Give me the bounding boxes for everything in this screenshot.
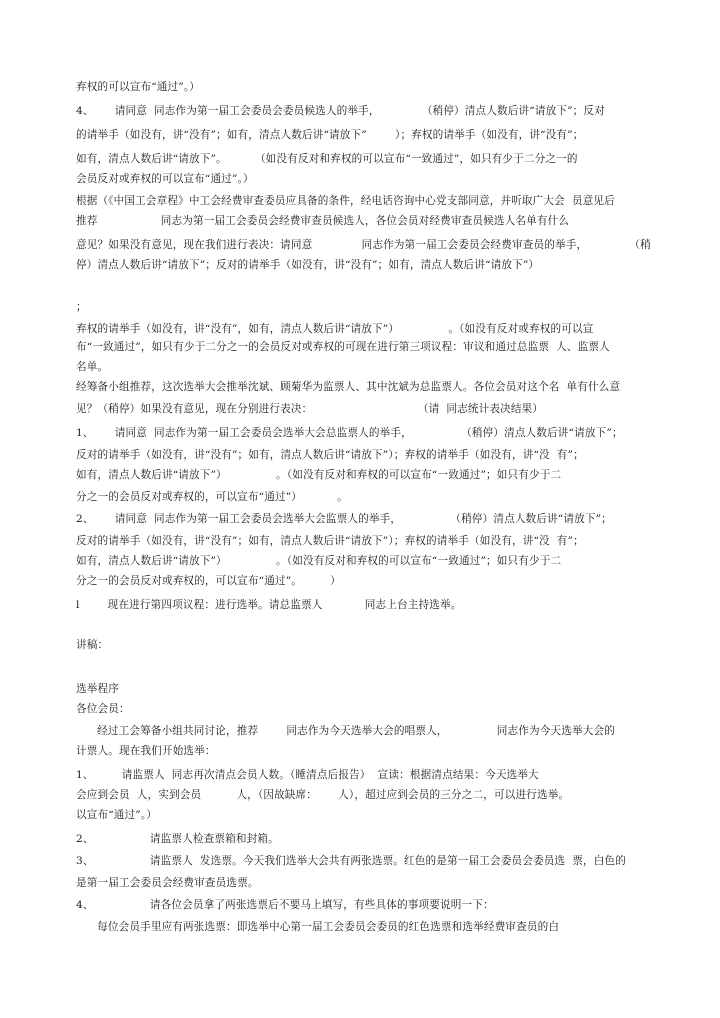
text-line: 意见？如果没有意见，现在我们进行表决：请同意 同志作为第一届工会委员会经费审查员的举手， （稍	[76, 239, 651, 251]
text-line: 布“一致通过”，如只有少于二分之一的会员反对或弃权的可现在进行第三项议程：审议和通过总监票 人、监票人	[76, 341, 610, 353]
text-line: 如有，清点人数后讲“请放下”） 。（如没有反对和弃权的可以宣布“一致通过”；如只有少于二	[76, 469, 562, 481]
text-line: 如有，清点人数后讲“请放下”。 （如没有反对和弃权的可以宣布“一致通过”，如只有少于二分之一的	[76, 153, 578, 165]
text-line: 会员反对或弃权的可以宣布“通过”。）	[76, 173, 254, 185]
text-line: 2、 请监票人检查票箱和封箱。	[76, 833, 279, 845]
text-line: 选举程序	[76, 683, 119, 695]
text-line: 每位会员手里应有两张选票：即选举中心第一届工会委员会委员的红色选票和选举经费审查员的白	[76, 921, 560, 933]
text-line: 各位会员：	[76, 703, 130, 715]
text-line: 以宣布“通过”。）	[76, 809, 158, 821]
text-line: 分之一的会员反对或弃权的，可以宣布“通过”。 ）	[76, 575, 341, 587]
text-line: 分之一的会员反对或弃权的，可以宣布“通过”） 。	[76, 491, 348, 503]
text-line: 1、 请同意 同志作为第一届工会委员会选举大会总监票人的举手， （稍停）清点人数后讲“请放下”；	[76, 427, 623, 439]
text-line: 根据（《中国工会章程》中工会经费审查委员应具备的条件，经电话咨询中心党支部同意，并听取广大会 员意见后	[76, 195, 615, 207]
text-line: 经筹备小组推荐，这次选举大会推举沈斌、顾菊华为监票人、其中沈斌为总监票人。各位会员对这个名 单有什么意	[76, 381, 621, 393]
text-line: 反对的请举手（如没有，讲“没有”；如有，清点人数后讲“请放下”）；弃权的请举手（如没有，讲“没 有”；	[76, 449, 584, 461]
text-line: 3、 请监票人 发选票。今天我们选举大会共有两张选票。红色的是第一届工会委员会委员选 票，白色的	[76, 855, 626, 867]
text-line: 反对的请举手（如没有，讲“没有”；如有，清点人数后讲“请放下”）；弃权的请举手（如没有，讲“没 有”；	[76, 535, 584, 547]
text-line: 停）清点人数后讲“请放下”；反对的请举手（如没有，讲“没有”；如有，清点人数后讲“请放下”）	[76, 259, 540, 271]
text-line: 计票人。现在我们开始选举：	[76, 745, 216, 757]
text-line: 1、 请监票人 同志再次清点会员人数。（睡清点后报告） 宣读：根据清点结果：今天选举大	[76, 769, 539, 781]
text-line: 讲稿：	[76, 639, 109, 651]
text-line: 弃权的可以宣布“通过”。）	[76, 81, 201, 93]
text-line: ；	[76, 301, 87, 313]
text-line: 的请举手（如没有，讲“没有”；如有，清点人数后讲“请放下” ）；弃权的请举手（如没有，讲“没有”；	[76, 129, 584, 141]
text-line: 4、 请各位会员拿了两张选票后不要马上填写，有些具体的事项要说明一下：	[76, 899, 494, 911]
text-line: 2、 请同意 同志作为第一届工会委员会选举大会监票人的举手， （稍停）清点人数后讲“请放下”；	[76, 513, 612, 525]
text-line: 会应到会员 人，实到会员 人，（因故缺席： 人），超过应到会员的三分之二，可以进行选举。	[76, 789, 570, 801]
text-line: 是第一届工会委员会经费审查员选票。	[76, 877, 259, 889]
text-line: 弃权的请举手（如没有，讲“没有”，如有，清点人数后讲“请放下”） 。（如没有反对或弃权的可以宣	[76, 323, 594, 335]
text-line: 4、 请同意 同志作为第一届工会委员会委员候选人的举手， （稍停）清点人数后讲“请放下”；反对	[76, 105, 605, 117]
text-line: 名单。	[76, 361, 109, 373]
text-line: l 现在进行第四项议程：进行选举。请总监票人 同志上台主持选举。	[76, 599, 462, 611]
text-line: 如有，清点人数后讲“请放下”） 。（如没有反对和弃权的可以宣布“一致通过”；如只有少于二	[76, 555, 562, 567]
text-line: 推荐 同志为第一届工会委员会经费审查员候选人，各位会员对经费审查员候选人名单有什么	[76, 215, 570, 227]
text-line: 见？（稍停）如果没有意见，现在分别进行表决： （请 同志统计表决结果）	[76, 403, 544, 415]
text-line: 经过工会筹备小组共同讨论，推荐 同志作为今天选举大会的唱票人， 同志作为今天选举大会的	[76, 725, 615, 737]
